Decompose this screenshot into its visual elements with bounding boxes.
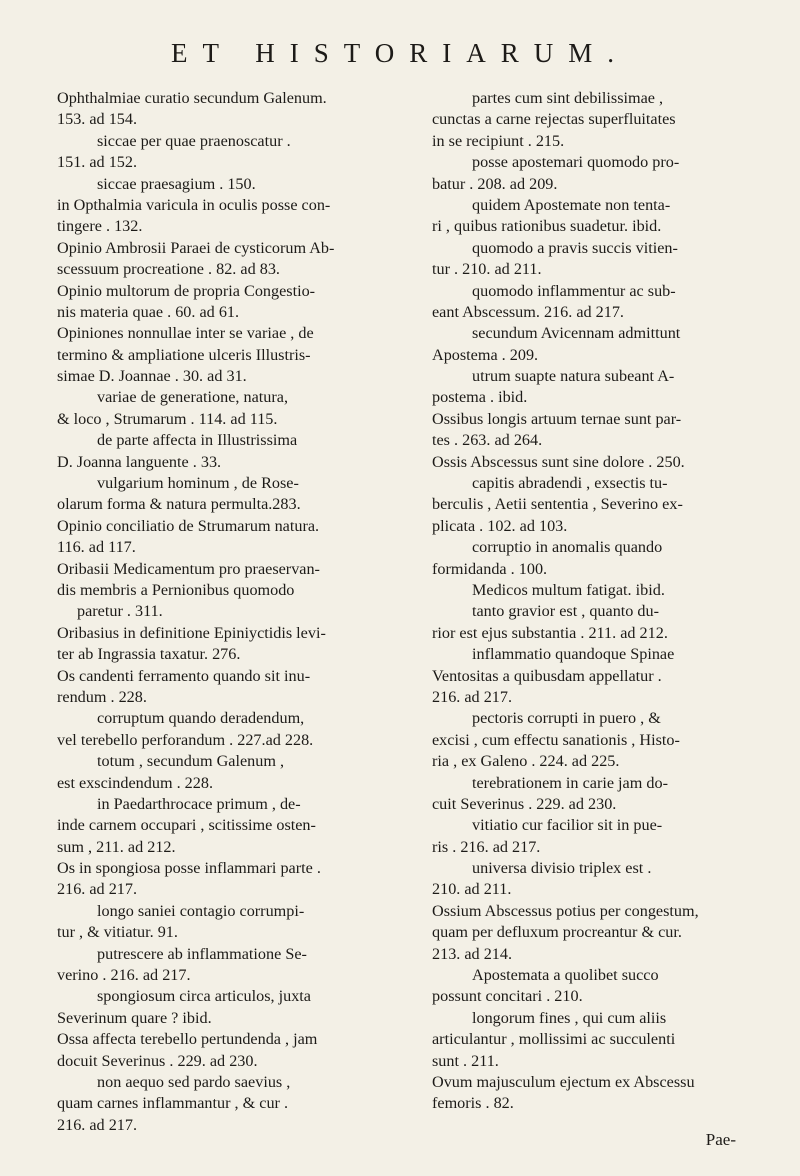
index-entry-line: termino & ampliatione ulceris Illustris- [57,345,311,364]
index-entry-line: inflammatio quandoque Spinae [472,645,675,664]
index-entry-line: quidem Apostemate non tenta- [472,195,671,214]
index-entry-line: siccae per quae praenoscatur . [97,131,291,150]
index-entry-line: Severinum quare ? ibid. [57,1008,212,1027]
index-entry-line: posse apostemari quomodo pro- [472,153,680,172]
index-entry-line: 213. ad 214. [432,944,513,963]
index-entry-line: Opinio Ambrosii Paraei de cysticorum Ab- [57,238,335,257]
index-entry-line: 151. ad 152. [57,153,138,172]
index-entry-line: rendum . 228. [57,687,147,706]
index-entry-line: secundum Avicennam admittunt [472,324,681,343]
index-entry-line: ter ab Ingrassia taxatur. 276. [57,645,241,664]
index-entry-line: postema . ibid. [432,388,528,407]
index-entry-line: spongiosum circa articulos, juxta [97,987,311,1006]
index-entry-line: 216. ad 217. [432,687,513,706]
index-entry-line: articulantur , mollissimi ac succulenti [432,1030,676,1049]
index-entry-line: vulgarium hominum , de Rose- [97,474,299,493]
index-entry-line: Os in spongiosa posse inflammari parte . [57,859,321,878]
index-entry-line: tanto gravior est , quanto du- [472,602,660,621]
index-column-left [57,88,402,1136]
index-entry-line: est exscindendum . 228. [57,773,214,792]
index-entry-line: partes cum sint debilissimae , [472,89,664,107]
index-entry-line: verino . 216. ad 217. [57,966,191,985]
index-entry-line: siccae praesagium . 150. [97,174,256,193]
index-entry-line: tingere . 132. [57,217,143,236]
index-entry-line: ri , quibus rationibus suadetur. ibid. [432,217,662,236]
index-entry-line: variae de generatione, natura, [97,388,288,407]
index-entry-line: longorum fines , qui cum aliis [472,1008,667,1027]
index-entry-line: nis materia quae . 60. ad 61. [57,302,240,321]
index-entry-line: tur , & vitiatur. 91. [57,923,178,942]
index-entry-line: cunctas a carne rejectas superfluitates [432,110,676,129]
index-entry-line: Opiniones nonnullae inter se variae , de [57,324,314,343]
index-entry-line: batur . 208. ad 209. [432,174,558,193]
index-entry-line: vitiatio cur facilior sit in pue- [472,816,663,835]
index-entry-line: Ossis Abscessus sunt sine dolore . 250. [432,452,685,471]
index-entry-line: 153. ad 154. [57,110,138,129]
index-entry-line: berculis , Aetii sententia , Severino ex- [432,495,683,514]
index-entry-line: Ophthalmiae curatio secundum Galenum. [57,89,327,107]
index-entry-line: Ossibus longis artuum ternae sunt par- [432,409,682,428]
index-entry-line: Oribasius in definitione Epiniyctidis levi- [57,623,326,642]
index-entry-line: dis membris a Pernionibus quomodo [57,580,295,599]
index-entry-line: non aequo sed pardo saevius , [97,1072,291,1091]
index-entry-line: pectoris corrupti in puero , & [472,709,661,728]
index-entry-line: quam per defluxum procreantur & cur. [432,923,682,942]
index-entry-line: sunt . 211. [432,1051,499,1070]
index-entry-line: Ossa affecta terebello pertundenda , jam [57,1030,318,1049]
index-entry-line: Medicos multum fatigat. ibid. [472,580,665,599]
index-entry-line: corruptio in anomalis quando [472,538,663,557]
index-entry-line: formidanda . 100. [432,559,548,578]
index-entry-line: Ovum majusculum ejectum ex Abscessu [432,1072,695,1091]
index-entry-line: utrum suapte natura subeant A- [472,367,675,386]
index-entry-line: in se recipiunt . 215. [432,131,565,150]
index-entry-line: quomodo inflammentur ac sub- [472,281,676,300]
index-entry-line: corruptum quando deradendum, [97,709,305,728]
catchword: Pae- [705,1130,736,1149]
index-entry-line: 216. ad 217. [57,880,138,899]
index-entry-line: simae D. Joannae . 30. ad 31. [57,367,247,386]
index-entry-line: ria , ex Galeno . 224. ad 225. [432,752,620,771]
index-entry-line: ris . 216. ad 217. [432,837,541,856]
index-entry-line: Apostemata a quolibet succo [472,966,659,985]
index-entry-line: Opinio multorum de propria Congestio- [57,281,316,300]
index-entry-line: paretur . 311. [77,602,163,621]
index-entry-line: excisi , cum effectu sanationis , Histo- [432,730,680,749]
index-entry-line: de parte affecta in Illustrissima [97,431,298,450]
index-entry-line: tes . 263. ad 264. [432,431,543,450]
index-entry-line: Ossium Abscessus potius per congestum, [432,901,699,920]
index-entry-line: capitis abradendi , exsectis tu- [472,474,668,493]
index-entry-line: sum , 211. ad 212. [57,837,176,856]
index-entry-line: 210. ad 211. [432,880,512,899]
index-entry-line: terebrationem in carie jam do- [472,773,668,792]
index-entry-line: Os candenti ferramento quando sit inu- [57,666,311,685]
index-entry-line: vel terebello perforandum . 227.ad 228. [57,730,314,749]
index-entry-line: 116. ad 117. [57,538,136,557]
index-entry-line: 216. ad 217. [57,1115,138,1134]
index-entry-line: plicata . 102. ad 103. [432,516,568,535]
index-entry-line: scessuum procreatione . 82. ad 83. [57,260,280,279]
index-entry-line: eant Abscessum. 216. ad 217. [432,302,624,321]
index-entry-line: rior est ejus substantia . 211. ad 212. [432,623,668,642]
running-head: ET HISTORIARUM. [170,38,630,68]
index-entry-line: & loco , Strumarum . 114. ad 115. [57,409,278,428]
index-entry-line: putrescere ab inflammatione Se- [97,944,307,963]
index-entry-line: Opinio conciliatio de Strumarum natura. [57,516,320,535]
index-entry-line: femoris . 82. [432,1094,514,1113]
index-entry-line: in Paedarthrocace primum , de- [97,794,301,813]
index-entry-line: olarum forma & natura permulta.283. [57,495,301,514]
index-entry-line: quomodo a pravis succis vitien- [472,238,678,257]
index-column-right [432,88,777,1115]
index-entry-line: cuit Severinus . 229. ad 230. [432,794,617,813]
index-entry-line: possunt concitari . 210. [432,987,583,1006]
index-entry-line: tur . 210. ad 211. [432,260,542,279]
index-entry-line: Ventositas a quibusdam appellatur . [432,666,662,685]
index-entry-line: in Opthalmia varicula in oculis posse con- [57,195,331,214]
index-entry-line: totum , secundum Galenum , [97,752,285,771]
index-entry-line: Apostema . 209. [432,345,539,364]
index-entry-line: D. Joanna languente . 33. [57,452,222,471]
index-entry-line: docuit Severinus . 229. ad 230. [57,1051,258,1070]
index-entry-line: universa divisio triplex est . [472,859,652,878]
index-entry-line: longo saniei contagio corrumpi- [97,901,305,920]
index-entry-line: inde carnem occupari , scitissime osten- [57,816,316,835]
index-entry-line: Oribasii Medicamentum pro praeservan- [57,559,320,578]
index-entry-line: quam carnes inflammantur , & cur . [57,1094,289,1113]
